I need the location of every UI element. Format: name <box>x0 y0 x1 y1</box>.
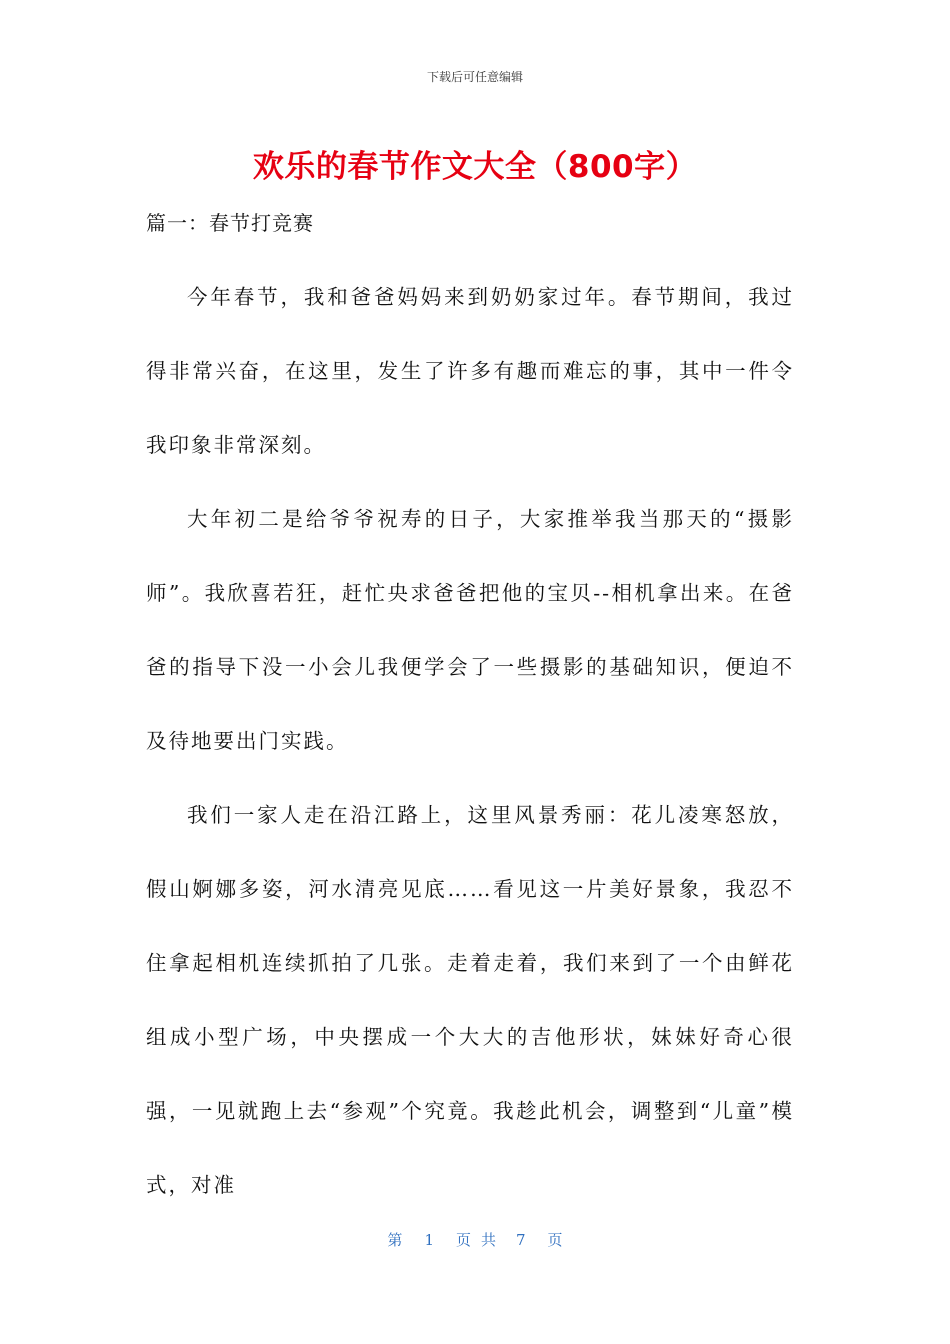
total-pages-number: 7 <box>516 1231 526 1249</box>
page-suffix: 页 <box>547 1231 563 1249</box>
paragraph: 大年初二是给爷爷祝寿的日子，大家推举我当那天的“摄影师”。我欣喜若狂，赶忙央求爸爸把他的宝贝--相机拿出来。在爸爸的指导下没一小会儿我便学会了一些摄影的基础知识，便迫不及待地要出门实践。 <box>146 507 794 753</box>
page-middle-text: 页共 <box>455 1231 506 1249</box>
page-prefix: 第 <box>387 1231 403 1249</box>
paragraph: 我们一家人走在沿江路上，这里风景秀丽：花儿凌寒怒放，假山婀娜多姿，河水清亮见底……看见这一片美好景象，我忍不住拿起相机连续抓拍了几张。走着走着，我们来到了一个由鲜花组成小型广场，中央摆成一个大大的吉他形状，妹妹好奇心很强，一见就跑上去“参观”个究竟。我趁此机会，调整到“儿童”模式，对准 <box>146 803 794 1197</box>
document-body <box>146 260 794 1222</box>
page-number-footer <box>0 1229 950 1250</box>
current-page-number: 1 <box>424 1231 434 1249</box>
document-title: 欢乐的春节作文大全（800字） <box>252 149 698 185</box>
paragraph: 今年春节，我和爸爸妈妈来到奶奶家过年。春节期间，我过得非常兴奋，在这里，发生了许多有趣而难忘的事，其中一件令我印象非常深刻。 <box>146 285 794 457</box>
header-note: 下载后可任意编辑 <box>426 70 523 84</box>
section-heading: 篇一：春节打竞赛 <box>146 211 314 235</box>
